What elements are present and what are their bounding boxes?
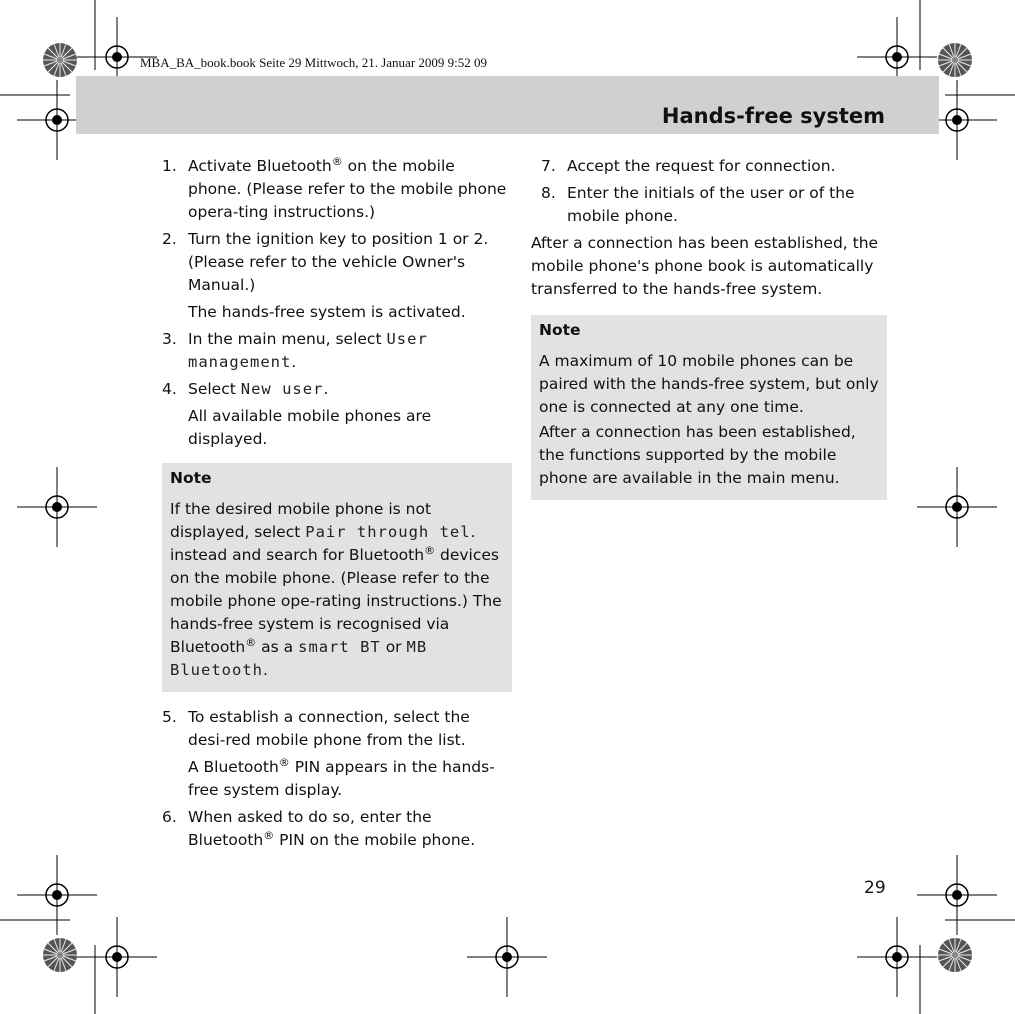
step-6: 6. When asked to do so, enter the Bluetooth® PIN on the mobile phone. [162,808,476,849]
left-column [162,155,512,856]
step-1: 1. Activate Bluetooth® on the mobile phone. (Please refer to the mobile phone opera-ting instructions.) [162,154,507,221]
section-header-bar [76,76,939,134]
registration-cross-icon [17,467,97,547]
note-box [162,463,512,692]
registered-mark: ® [245,635,257,649]
registered-mark: ® [424,543,436,557]
step-8: 8. Enter the initials of the user or of the mobile phone. [541,184,855,225]
device-name-smart-bt: smart BT [298,638,381,656]
menu-item-pair-through-tel: Pair through tel [305,523,471,541]
registration-cross-icon [467,917,547,997]
menu-item-user-management: User management [188,330,428,371]
step-2-result: The hands-free system is activated. [188,303,466,321]
page-number: 29 [864,878,886,898]
registration-star-icon [938,43,972,77]
note-title: Note [539,321,581,339]
print-header: MBA_BA_book.book Seite 29 Mittwoch, 21. Januar 2009 9:52 09 [140,55,488,70]
registration-star-icon [938,938,972,972]
connection-paragraph: After a connection has been established, the mobile phone's phone book is automatically transferred to the hands-free system. [531,234,879,298]
registered-mark: ® [278,755,290,769]
step-7: 7. Accept the request for connection. [541,157,836,175]
registration-cross-icon [857,917,937,997]
note-box [531,315,887,500]
right-column [531,155,887,510]
section-title: Hands-free system [661,104,885,128]
step-5: 5. To establish a connection, select the desi-red mobile phone from the list. [162,708,470,749]
registered-mark: ® [263,828,275,842]
registration-cross-icon [17,855,97,935]
device-name-mb-bluetooth: MB Bluetooth [170,638,428,679]
step-3: 3. In the main menu, select User management. [162,330,428,371]
step-4-result: All available mobile phones are displayed. [188,407,432,448]
registration-cross-icon [77,917,157,997]
note-text: If the desired mobile phone is not displayed, select Pair through tel. instead and search for Bluetooth® devices on the mobile phone. (Please refer to the mobile phone ope-rating instructions.) The hands-free system is recognised via Bluetooth® as a smart BT or MB Bluetooth. [170,500,502,679]
step-5-result: A Bluetooth® PIN appears in the hands-free system display. [188,755,495,799]
step-4: 4. Select New user. [162,380,329,398]
note-title: Note [170,469,212,487]
note-text: A maximum of 10 mobile phones can be paired with the hands-free system, but only one is connected at any one time. [539,352,879,416]
step-2: 2. Turn the ignition key to position 1 or 2. (Please refer to the vehicle Owner's Manual.) [162,230,489,294]
note-text: After a connection has been established, the functions supported by the mobile phone are available in the main menu. [539,423,856,487]
menu-item-new-user: New user [240,380,324,398]
registration-star-icon [43,938,77,972]
registration-star-icon [43,43,77,77]
registered-mark: ® [331,154,343,168]
registration-cross-icon [917,855,997,935]
registration-cross-icon [917,467,997,547]
